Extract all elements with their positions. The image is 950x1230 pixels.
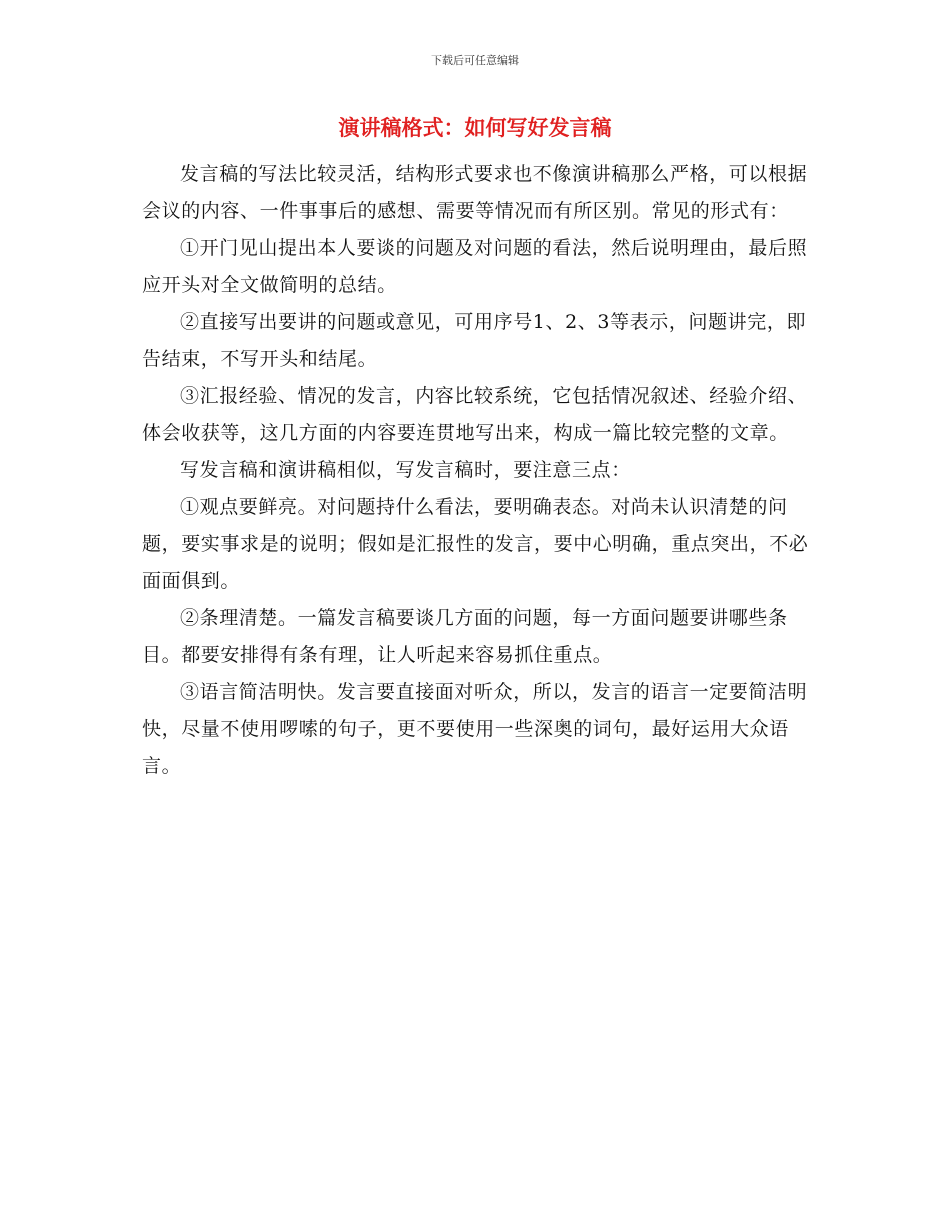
paragraph-point-2: ②条理清楚。一篇发言稿要谈几方面的问题，每一方面问题要讲哪些条目。都要安排得有条有理，让人听起来容易抓住重点。 xyxy=(142,607,788,666)
paragraph-form-3: ③汇报经验、情况的发言，内容比较系统，它包括情况叙述、经验介绍、体会收获等，这几方面的内容要连贯地写出来，构成一篇比较完整的文章。 xyxy=(142,385,808,444)
paragraph-point-3: ③语言简洁明快。发言要直接面对听众，所以，发言的语言一定要简洁明快，尽量不使用啰嗦的句子，更不要使用一些深奥的词句，最好运用大众语言。 xyxy=(142,681,808,777)
paragraph-form-1: ①开门见山提出本人要谈的问题及对问题的看法，然后说明理由，最后照应开头对全文做简明的总结。 xyxy=(142,237,808,296)
document-title: 演讲稿格式：如何写好发言稿 xyxy=(338,115,612,140)
paragraph-point-1: ①观点要鲜亮。对问题持什么看法，要明确表态。对尚未认识清楚的问题，要实事求是的说明；假如是汇报性的发言，要中心明确，重点突出，不必面面俱到。 xyxy=(142,496,809,592)
page-header-note: 下载后可任意编辑 xyxy=(431,54,519,67)
paragraph-form-2: ②直接写出要讲的问题或意见，可用序号1、2、3等表示，问题讲完，即告结束，不写开头和结尾。 xyxy=(142,311,807,370)
paragraph-three-points-intro: 写发言稿和演讲稿相似，写发言稿时，要注意三点： xyxy=(180,459,631,481)
document-body xyxy=(142,156,814,785)
paragraph-intro: 发言稿的写法比较灵活，结构形式要求也不像演讲稿那么严格，可以根据会议的内容、一件事事后的感想、需要等情况而有所区别。常见的形式有： xyxy=(142,163,808,222)
